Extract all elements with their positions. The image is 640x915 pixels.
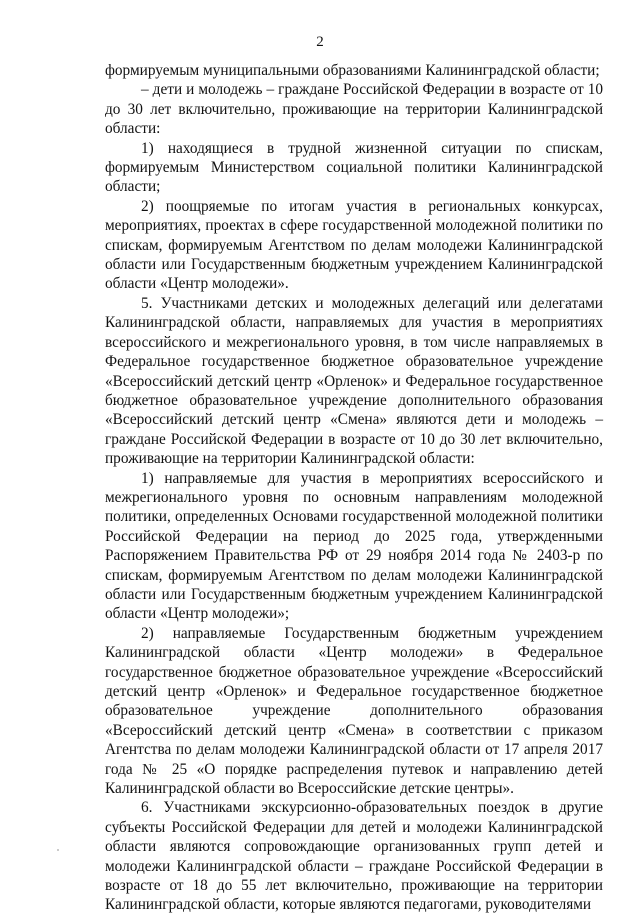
page-number: 2 <box>316 34 324 50</box>
scan-artifact <box>57 849 59 851</box>
paragraph-item-2-encouraged: 2) поощряемые по итогам участия в региональных конкурсах, мероприятиях, проектах в сфере государственной молодежной политики по спискам, формируемым Агентством по делам молодежи Калининградской области или Государственным бюджетным учреждением Калининградской области «Центр молодежи». <box>105 197 603 293</box>
paragraph-children-youth: – дети и молодежь – граждане Российской Федерации в возрасте от 10 до 30 лет включительно, проживающие на территории Калининградской области: <box>105 81 603 138</box>
paragraph-item-1-difficult-situation: 1) находящиеся в трудной жизненной ситуации по спискам, формируемым Министерством социальной политики Калининградской области; <box>105 139 603 196</box>
paragraph-section-5: 5. Участниками детских и молодежных делегаций или делегатами Калининградской области, направляемых для участия в мероприятиях всероссийского и межрегионального уровня, в том числе направляемых в Федеральное государственное бюджетное образовательное учреждение «Всероссийский детский центр «Орленок» и Федеральное государственное бюджетное образовательное учреждение дополнительного образования «Всероссийский детский центр «Смена» являются дети и молодежь – граждане Российской Федерации в возрасте от 10 до 30 лет включительно, проживающие на территории Калининградской области: <box>105 294 603 468</box>
paragraph-continuation: формируемым муниципальными образованиями Калининградской области; <box>105 62 600 79</box>
paragraph-section-5-item-1: 1) направляемые для участия в мероприятиях всероссийского и межрегионального уровня по основным направлениям молодежной политики, определенных Основами государственной молодежной политики Российской Федерации на период до 2025 года, утвержденными Распоряжением Правительства РФ от 29 ноября 2014 года № 2403-р по спискам, формируемым Агентством по делам молодежи Калининградской области или Государственным бюджетным учреждением Калининградской области «Центр молодежи»; <box>105 469 603 623</box>
paragraph-section-5-item-2: 2) направляемые Государственным бюджетным учреждением Калининградской области «Центр молодежи» в Федеральное государственное бюджетное образовательное учреждение «Всероссийский детский центр «Орленок» и Федеральное государственное бюджетное образовательное учреждение дополнительного образования «Всероссийский детский центр «Смена» в соответствии с приказом Агентства по делам молодежи Калининградской области от 17 апреля 2017 года № 25 «О порядке распределения путевок и направлению детей Калининградской области во Всероссийские детские центры». <box>105 624 603 798</box>
paragraph-section-6: 6. Участниками экскурсионно-образовательных поездок в другие субъекты Российской Федерации для детей и молодежи Калининградской области являются сопровождающие организованных групп детей и молодежи Калининградской области – граждане Российской Федерации в возрасте от 18 до 55 лет включительно, проживающие на территории Калининградской области, которые являются педагогами, руководителями <box>105 799 603 914</box>
document-body <box>105 61 603 915</box>
